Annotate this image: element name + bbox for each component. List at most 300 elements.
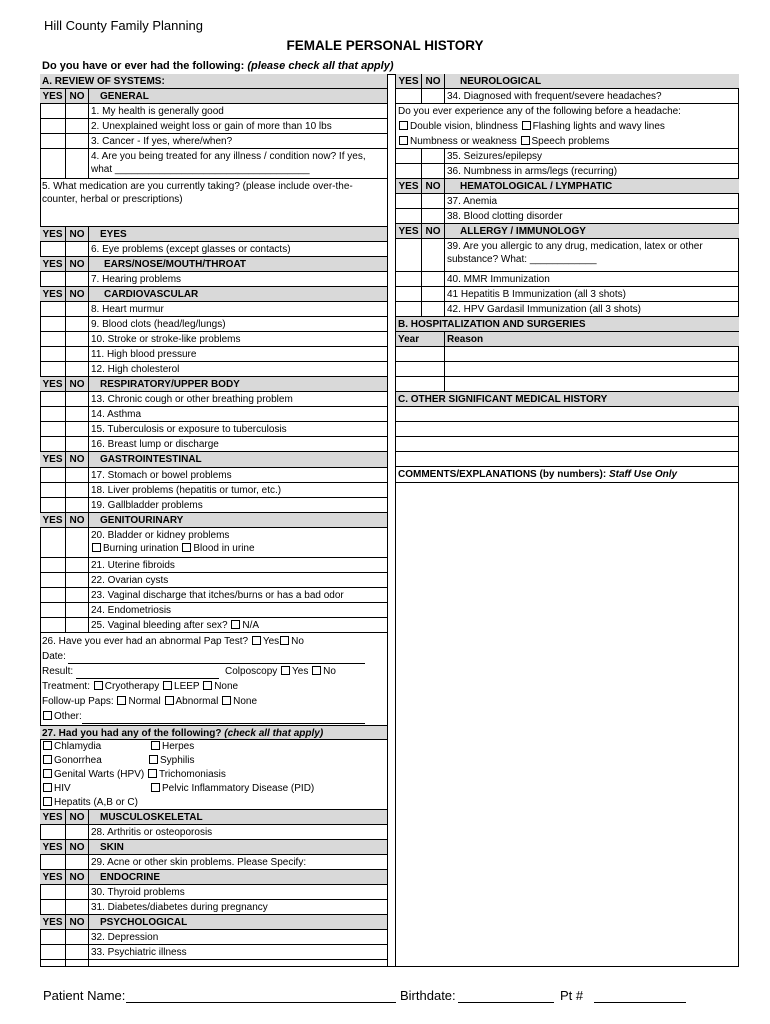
no-label: NO	[66, 257, 89, 271]
yes-box[interactable]	[40, 618, 66, 632]
question-text: 15. Tuberculosis or exposure to tuberculosis	[91, 424, 287, 435]
neuro-title: NEUROLOGICAL	[460, 76, 542, 87]
heme-header	[396, 179, 739, 194]
checkbox[interactable]	[43, 783, 52, 792]
right-column	[395, 74, 739, 967]
yes-box[interactable]	[40, 885, 66, 899]
other-option	[42, 710, 82, 724]
question-text: 2. Unexplained weight loss or gain of more than 10 lbs	[91, 121, 332, 132]
yes-box[interactable]	[40, 945, 66, 959]
checkbox[interactable]	[43, 741, 52, 750]
yes-label: YES	[40, 810, 66, 824]
result-label: Result:	[42, 666, 74, 677]
resp-header	[40, 377, 387, 392]
option-label: Double vision, blindness	[410, 121, 518, 132]
question-row[interactable]	[40, 242, 387, 257]
question-line: counter, herbal or prescriptions)	[42, 194, 183, 205]
yes-box[interactable]	[40, 149, 66, 178]
question-text: 23. Vaginal discharge that itches/burns or has a bad odor	[91, 590, 344, 601]
hosp-row[interactable]	[396, 377, 739, 392]
question-text	[89, 618, 261, 632]
year-field[interactable]	[396, 347, 445, 361]
section-b-title: B. HOSPITALIZATION AND SURGERIES	[398, 319, 586, 330]
question-text	[89, 149, 368, 178]
patient-name-label: Patient Name:	[43, 988, 126, 1003]
date-field[interactable]	[68, 663, 365, 664]
gu-title: GENITOURINARY	[100, 515, 184, 526]
option-label: Yes	[292, 666, 309, 677]
yes-box[interactable]	[396, 149, 422, 163]
yes-box[interactable]	[40, 242, 66, 256]
std-option	[42, 796, 138, 810]
no-box[interactable]	[66, 392, 89, 406]
option-label: Abnormal	[175, 696, 219, 707]
question-row[interactable]	[40, 392, 387, 407]
yes-label: YES	[40, 377, 66, 391]
option-label: HIV	[54, 783, 71, 794]
checkbox[interactable]	[280, 636, 289, 645]
question-row[interactable]	[40, 945, 387, 960]
option-label: None	[214, 681, 239, 692]
checkbox[interactable]	[231, 620, 240, 629]
no-box[interactable]	[66, 618, 89, 632]
no-label: NO	[66, 870, 89, 884]
no-box[interactable]	[66, 347, 89, 361]
yes-box[interactable]	[396, 302, 422, 316]
no-label: NO	[422, 74, 445, 88]
no-box[interactable]	[66, 407, 89, 421]
checkbox[interactable]	[92, 543, 101, 552]
checkbox[interactable]	[163, 681, 172, 690]
musc-header	[40, 810, 387, 825]
yes-box[interactable]	[40, 468, 66, 482]
yes-label: YES	[40, 227, 66, 241]
question-row[interactable]	[396, 209, 739, 224]
checkbox[interactable]	[151, 741, 160, 750]
yes-box[interactable]	[40, 483, 66, 497]
yes-box[interactable]	[40, 855, 66, 869]
yes-label: YES	[40, 915, 66, 929]
option-label: Treatment:	[42, 681, 90, 692]
option-label: Cryotherapy	[104, 681, 160, 692]
question-text: 36. Numbness in arms/legs (recurring)	[447, 166, 618, 177]
patient-name-field[interactable]	[126, 989, 396, 1003]
question-text	[40, 179, 387, 226]
yes-box[interactable]	[40, 603, 66, 617]
option-label: LEEP	[174, 681, 200, 692]
yes-label: YES	[40, 452, 66, 467]
option-label: No	[291, 636, 304, 647]
yes-box[interactable]	[396, 89, 422, 103]
no-box[interactable]	[66, 588, 89, 602]
yes-box[interactable]	[40, 558, 66, 572]
yes-label: YES	[40, 287, 66, 301]
question-text: 3. Cancer - If yes, where/when?	[91, 136, 233, 147]
question-label: 25. Vaginal bleeding after sex?	[91, 620, 228, 631]
question-text: 29. Acne or other skin problems. Please Specify:	[91, 857, 307, 868]
birthdate-label: Birthdate:	[400, 988, 456, 1003]
no-box[interactable]	[422, 272, 445, 286]
birthdate-field[interactable]	[458, 989, 554, 1003]
no-box[interactable]	[66, 558, 89, 572]
yes-box[interactable]	[40, 407, 66, 421]
question-line: 5. What medication are you currently taking? (please include over-the-	[42, 181, 353, 192]
yes-box[interactable]	[40, 119, 66, 133]
followup-options	[42, 695, 257, 709]
section-a-title: A. REVIEW OF SYSTEMS:	[42, 76, 165, 87]
yes-box[interactable]	[40, 900, 66, 914]
question-row[interactable]	[396, 164, 739, 179]
no-box[interactable]	[66, 272, 89, 286]
no-box[interactable]	[66, 573, 89, 587]
question-row[interactable]	[396, 287, 739, 302]
history-row[interactable]	[396, 407, 739, 422]
q27-text: 27. Had you had any of the following?	[42, 728, 222, 739]
std-option	[42, 782, 71, 796]
question-row[interactable]	[396, 272, 739, 287]
yes-box[interactable]	[40, 272, 66, 286]
question-row[interactable]	[40, 930, 387, 945]
question-row[interactable]	[40, 498, 387, 513]
no-box[interactable]	[66, 332, 89, 346]
yes-box[interactable]	[40, 437, 66, 451]
heme-title: HEMATOLOGICAL / LYMPHATIC	[460, 181, 613, 192]
yes-box[interactable]	[40, 332, 66, 346]
std-option	[150, 740, 194, 754]
question-text: 1. My health is generally good	[91, 106, 224, 117]
question-row[interactable]	[396, 89, 739, 104]
gi-title: GASTROINTESTINAL	[100, 454, 202, 465]
pap-block	[40, 633, 387, 726]
question-text: 16. Breast lump or discharge	[91, 439, 219, 450]
no-box[interactable]	[66, 483, 89, 497]
question-row[interactable]	[40, 588, 387, 603]
question-text: 41 Hepatitis B Immunization (all 3 shots)	[447, 289, 626, 300]
checkbox[interactable]	[281, 666, 290, 675]
year-header: Year	[396, 332, 445, 346]
checkbox[interactable]	[203, 681, 212, 690]
question-text: 17. Stomach or bowel problems	[91, 470, 232, 481]
no-box[interactable]	[66, 242, 89, 256]
no-box[interactable]	[66, 422, 89, 436]
question-text: 7. Hearing problems	[91, 274, 182, 285]
no-label: NO	[66, 915, 89, 929]
question-row[interactable]	[40, 134, 387, 149]
skin-header	[40, 840, 387, 855]
yes-box[interactable]	[40, 302, 66, 316]
no-box[interactable]	[66, 945, 89, 959]
hosp-row[interactable]	[396, 347, 739, 362]
question-row[interactable]	[396, 239, 739, 272]
yes-box[interactable]	[40, 588, 66, 602]
question-row[interactable]	[40, 119, 387, 134]
question-text: 18. Liver problems (hepatitis or tumor, etc.)	[91, 485, 282, 496]
yes-column-end	[40, 960, 66, 966]
allergy-header	[396, 224, 739, 239]
question-text: 38. Blood clotting disorder	[447, 211, 563, 222]
std-option	[42, 754, 102, 768]
question-row[interactable]	[40, 855, 387, 870]
no-label: NO	[66, 513, 89, 527]
no-box[interactable]	[66, 825, 89, 839]
no-box[interactable]	[66, 134, 89, 148]
question-line: substance? What: ____________	[447, 254, 597, 265]
year-field[interactable]	[396, 362, 445, 376]
option-label: N/A	[242, 620, 260, 631]
question-row[interactable]	[40, 149, 387, 179]
yes-box[interactable]	[40, 573, 66, 587]
checkbox[interactable]	[312, 666, 321, 675]
question-row[interactable]	[40, 272, 387, 287]
question-row[interactable]	[40, 900, 387, 915]
yes-label: YES	[396, 74, 422, 88]
reason-header: Reason	[447, 334, 484, 345]
date-label: Date:	[42, 651, 66, 662]
colposcopy-options	[225, 665, 336, 679]
no-box[interactable]	[66, 437, 89, 451]
question-row[interactable]	[40, 468, 387, 483]
question-line: what ___________________________________	[91, 164, 310, 175]
question-text: 33. Psychiatric illness	[91, 947, 187, 958]
yes-box[interactable]	[396, 239, 422, 271]
checkbox[interactable]	[252, 636, 261, 645]
question-row[interactable]	[40, 317, 387, 332]
question-text: 42. HPV Gardasil Immunization (all 3 shots)	[447, 304, 641, 315]
question-row[interactable]	[396, 302, 739, 317]
pt-number-label: Pt #	[560, 988, 584, 1003]
checkbox[interactable]	[522, 121, 531, 130]
question-text: 21. Uterine fibroids	[91, 560, 175, 571]
yes-box[interactable]	[396, 194, 422, 208]
question-text: 28. Arthritis or osteoporosis	[91, 827, 213, 838]
form-title: FEMALE PERSONAL HISTORY	[286, 38, 484, 53]
option-label: Trichomoniasis	[158, 769, 226, 780]
question-line: 39. Are you allergic to any drug, medication, latex or other	[447, 241, 703, 252]
question-line: 20. Bladder or kidney problems	[91, 530, 230, 541]
other-field[interactable]	[82, 723, 365, 724]
yes-box[interactable]	[40, 392, 66, 406]
eyes-title: EYES	[100, 229, 127, 240]
section-a-header	[40, 74, 387, 89]
no-box[interactable]	[422, 194, 445, 208]
no-box[interactable]	[66, 603, 89, 617]
medication-row[interactable]	[40, 179, 387, 227]
checkbox[interactable]	[222, 696, 231, 705]
option-label: Normal	[128, 696, 161, 707]
checkbox[interactable]	[399, 136, 408, 145]
question-row[interactable]	[40, 885, 387, 900]
question-row[interactable]	[40, 618, 387, 633]
option-label: None	[233, 696, 257, 707]
no-box[interactable]	[422, 89, 445, 103]
no-box[interactable]	[66, 528, 89, 557]
yes-box[interactable]	[40, 134, 66, 148]
no-label: NO	[422, 224, 445, 238]
checkbox[interactable]	[151, 783, 160, 792]
history-row[interactable]	[396, 422, 739, 437]
question-text: 31. Diabetes/diabetes during pregnancy	[91, 902, 268, 913]
question-row[interactable]	[40, 332, 387, 347]
comments-area[interactable]	[396, 483, 739, 967]
general-title: GENERAL	[100, 91, 149, 102]
no-box[interactable]	[66, 119, 89, 133]
general-header	[40, 89, 387, 104]
question-row[interactable]	[40, 483, 387, 498]
option-label: Speech problems	[531, 136, 610, 147]
question-row[interactable]	[40, 603, 387, 618]
year-field[interactable]	[396, 377, 445, 391]
instruction-text: Do you have or ever had the following:	[42, 60, 245, 72]
question-text: 12. High cholesterol	[91, 364, 180, 375]
no-box[interactable]	[66, 468, 89, 482]
checkbox[interactable]	[182, 543, 191, 552]
hosp-column-headers	[396, 332, 739, 347]
option-label: Genital Warts (HPV)	[54, 769, 145, 780]
yes-box[interactable]	[40, 498, 66, 512]
no-box[interactable]	[422, 164, 445, 178]
yes-label: YES	[396, 224, 422, 238]
yes-box[interactable]	[396, 272, 422, 286]
checkbox[interactable]	[94, 681, 103, 690]
checkbox[interactable]	[148, 769, 157, 778]
no-label: NO	[66, 287, 89, 301]
no-box[interactable]	[66, 317, 89, 331]
yes-box[interactable]	[40, 317, 66, 331]
no-box[interactable]	[66, 900, 89, 914]
no-box[interactable]	[66, 930, 89, 944]
no-box[interactable]	[422, 302, 445, 316]
yes-box[interactable]	[40, 825, 66, 839]
yes-box[interactable]	[396, 164, 422, 178]
question-text	[89, 528, 257, 557]
question-text: 14. Asthma	[91, 409, 142, 420]
yes-box[interactable]	[396, 287, 422, 301]
question-text: 34. Diagnosed with frequent/severe headaches?	[447, 91, 662, 102]
yes-box[interactable]	[40, 362, 66, 376]
question-text: 32. Depression	[91, 932, 159, 943]
q27-title	[40, 726, 387, 739]
no-box[interactable]	[422, 287, 445, 301]
question-row[interactable]	[40, 347, 387, 362]
option-label: No	[323, 666, 336, 677]
clinic-name: Hill County Family Planning	[44, 18, 203, 33]
question-text: 10. Stroke or stroke-like problems	[91, 334, 241, 345]
option-label: Blood in urine	[193, 543, 255, 554]
std-option	[150, 782, 314, 796]
no-box[interactable]	[66, 885, 89, 899]
yes-box[interactable]	[40, 347, 66, 361]
no-box[interactable]	[66, 302, 89, 316]
question-row[interactable]	[40, 573, 387, 588]
no-box[interactable]	[66, 498, 89, 512]
no-box[interactable]	[422, 209, 445, 223]
instruction-note: (please check all that apply)	[247, 60, 394, 72]
eyes-header	[40, 227, 387, 242]
no-column-end	[66, 960, 89, 966]
no-box[interactable]	[422, 149, 445, 163]
question-row[interactable]	[40, 407, 387, 422]
no-box[interactable]	[66, 104, 89, 118]
option-label: Other:	[54, 711, 82, 722]
question-row[interactable]	[40, 362, 387, 377]
question-line	[91, 542, 255, 555]
question-row[interactable]	[40, 528, 387, 558]
yes-box[interactable]	[396, 209, 422, 223]
pt-number-field[interactable]	[594, 989, 686, 1003]
checkbox[interactable]	[43, 755, 52, 764]
no-label: NO	[66, 840, 89, 854]
option-label: Yes	[262, 636, 280, 647]
question-text: 22. Ovarian cysts	[91, 575, 169, 586]
option-label: Pelvic Inflammatory Disease (PID)	[162, 783, 315, 794]
checkbox[interactable]	[43, 797, 52, 806]
question-row[interactable]	[40, 104, 387, 119]
headache-block	[396, 104, 739, 149]
psych-header	[40, 915, 387, 930]
no-box[interactable]	[66, 149, 89, 178]
question-row[interactable]	[40, 422, 387, 437]
checkbox[interactable]	[521, 136, 530, 145]
question-row[interactable]	[40, 558, 387, 573]
ent-title: EARS/NOSE/MOUTH/THROAT	[104, 259, 247, 270]
checkbox[interactable]	[43, 711, 52, 720]
question-line: 4. Are you being treated for any illness / condition now? If yes,	[91, 151, 366, 162]
no-box[interactable]	[422, 239, 445, 271]
no-label: NO	[66, 227, 89, 241]
checkbox[interactable]	[149, 755, 158, 764]
gi-header	[40, 452, 387, 468]
history-row[interactable]	[396, 437, 739, 452]
no-box[interactable]	[66, 362, 89, 376]
no-label: NO	[66, 377, 89, 391]
checkbox[interactable]	[43, 769, 52, 778]
resp-title: RESPIRATORY/UPPER BODY	[100, 379, 240, 390]
checkbox[interactable]	[165, 696, 174, 705]
treatment-options	[42, 680, 238, 694]
no-label: NO	[66, 810, 89, 824]
ent-header	[40, 257, 387, 272]
question-text: 19. Gallbladder problems	[91, 500, 203, 511]
hosp-row[interactable]	[396, 362, 739, 377]
question-text: 11. High blood pressure	[91, 349, 197, 360]
result-field[interactable]	[76, 678, 219, 679]
yes-box[interactable]	[40, 422, 66, 436]
yes-box[interactable]	[40, 528, 66, 557]
option-label: Herpes	[162, 741, 195, 752]
question-row[interactable]	[396, 149, 739, 164]
checkbox[interactable]	[399, 121, 408, 130]
option-label: Flashing lights and wavy lines	[532, 121, 665, 132]
comments-label: COMMENTS/EXPLANATIONS (by numbers):	[398, 469, 607, 480]
option-label: Burning urination	[103, 543, 179, 554]
yes-box[interactable]	[40, 930, 66, 944]
section-c-header	[396, 392, 739, 407]
question-text: 6. Eye problems (except glasses or contacts)	[91, 244, 291, 255]
question-row[interactable]	[40, 302, 387, 317]
allergy-title: ALLERGY / IMMUNOLOGY	[460, 226, 586, 237]
question-row[interactable]	[40, 825, 387, 840]
yes-box[interactable]	[40, 104, 66, 118]
std-block	[40, 740, 387, 810]
yes-label: YES	[40, 89, 66, 103]
no-box[interactable]	[66, 855, 89, 869]
checkbox[interactable]	[117, 696, 126, 705]
question-row[interactable]	[396, 194, 739, 209]
question-row[interactable]	[40, 437, 387, 452]
history-row[interactable]	[396, 452, 739, 467]
no-label: NO	[66, 89, 89, 103]
question-text: 40. MMR Immunization	[447, 274, 550, 285]
